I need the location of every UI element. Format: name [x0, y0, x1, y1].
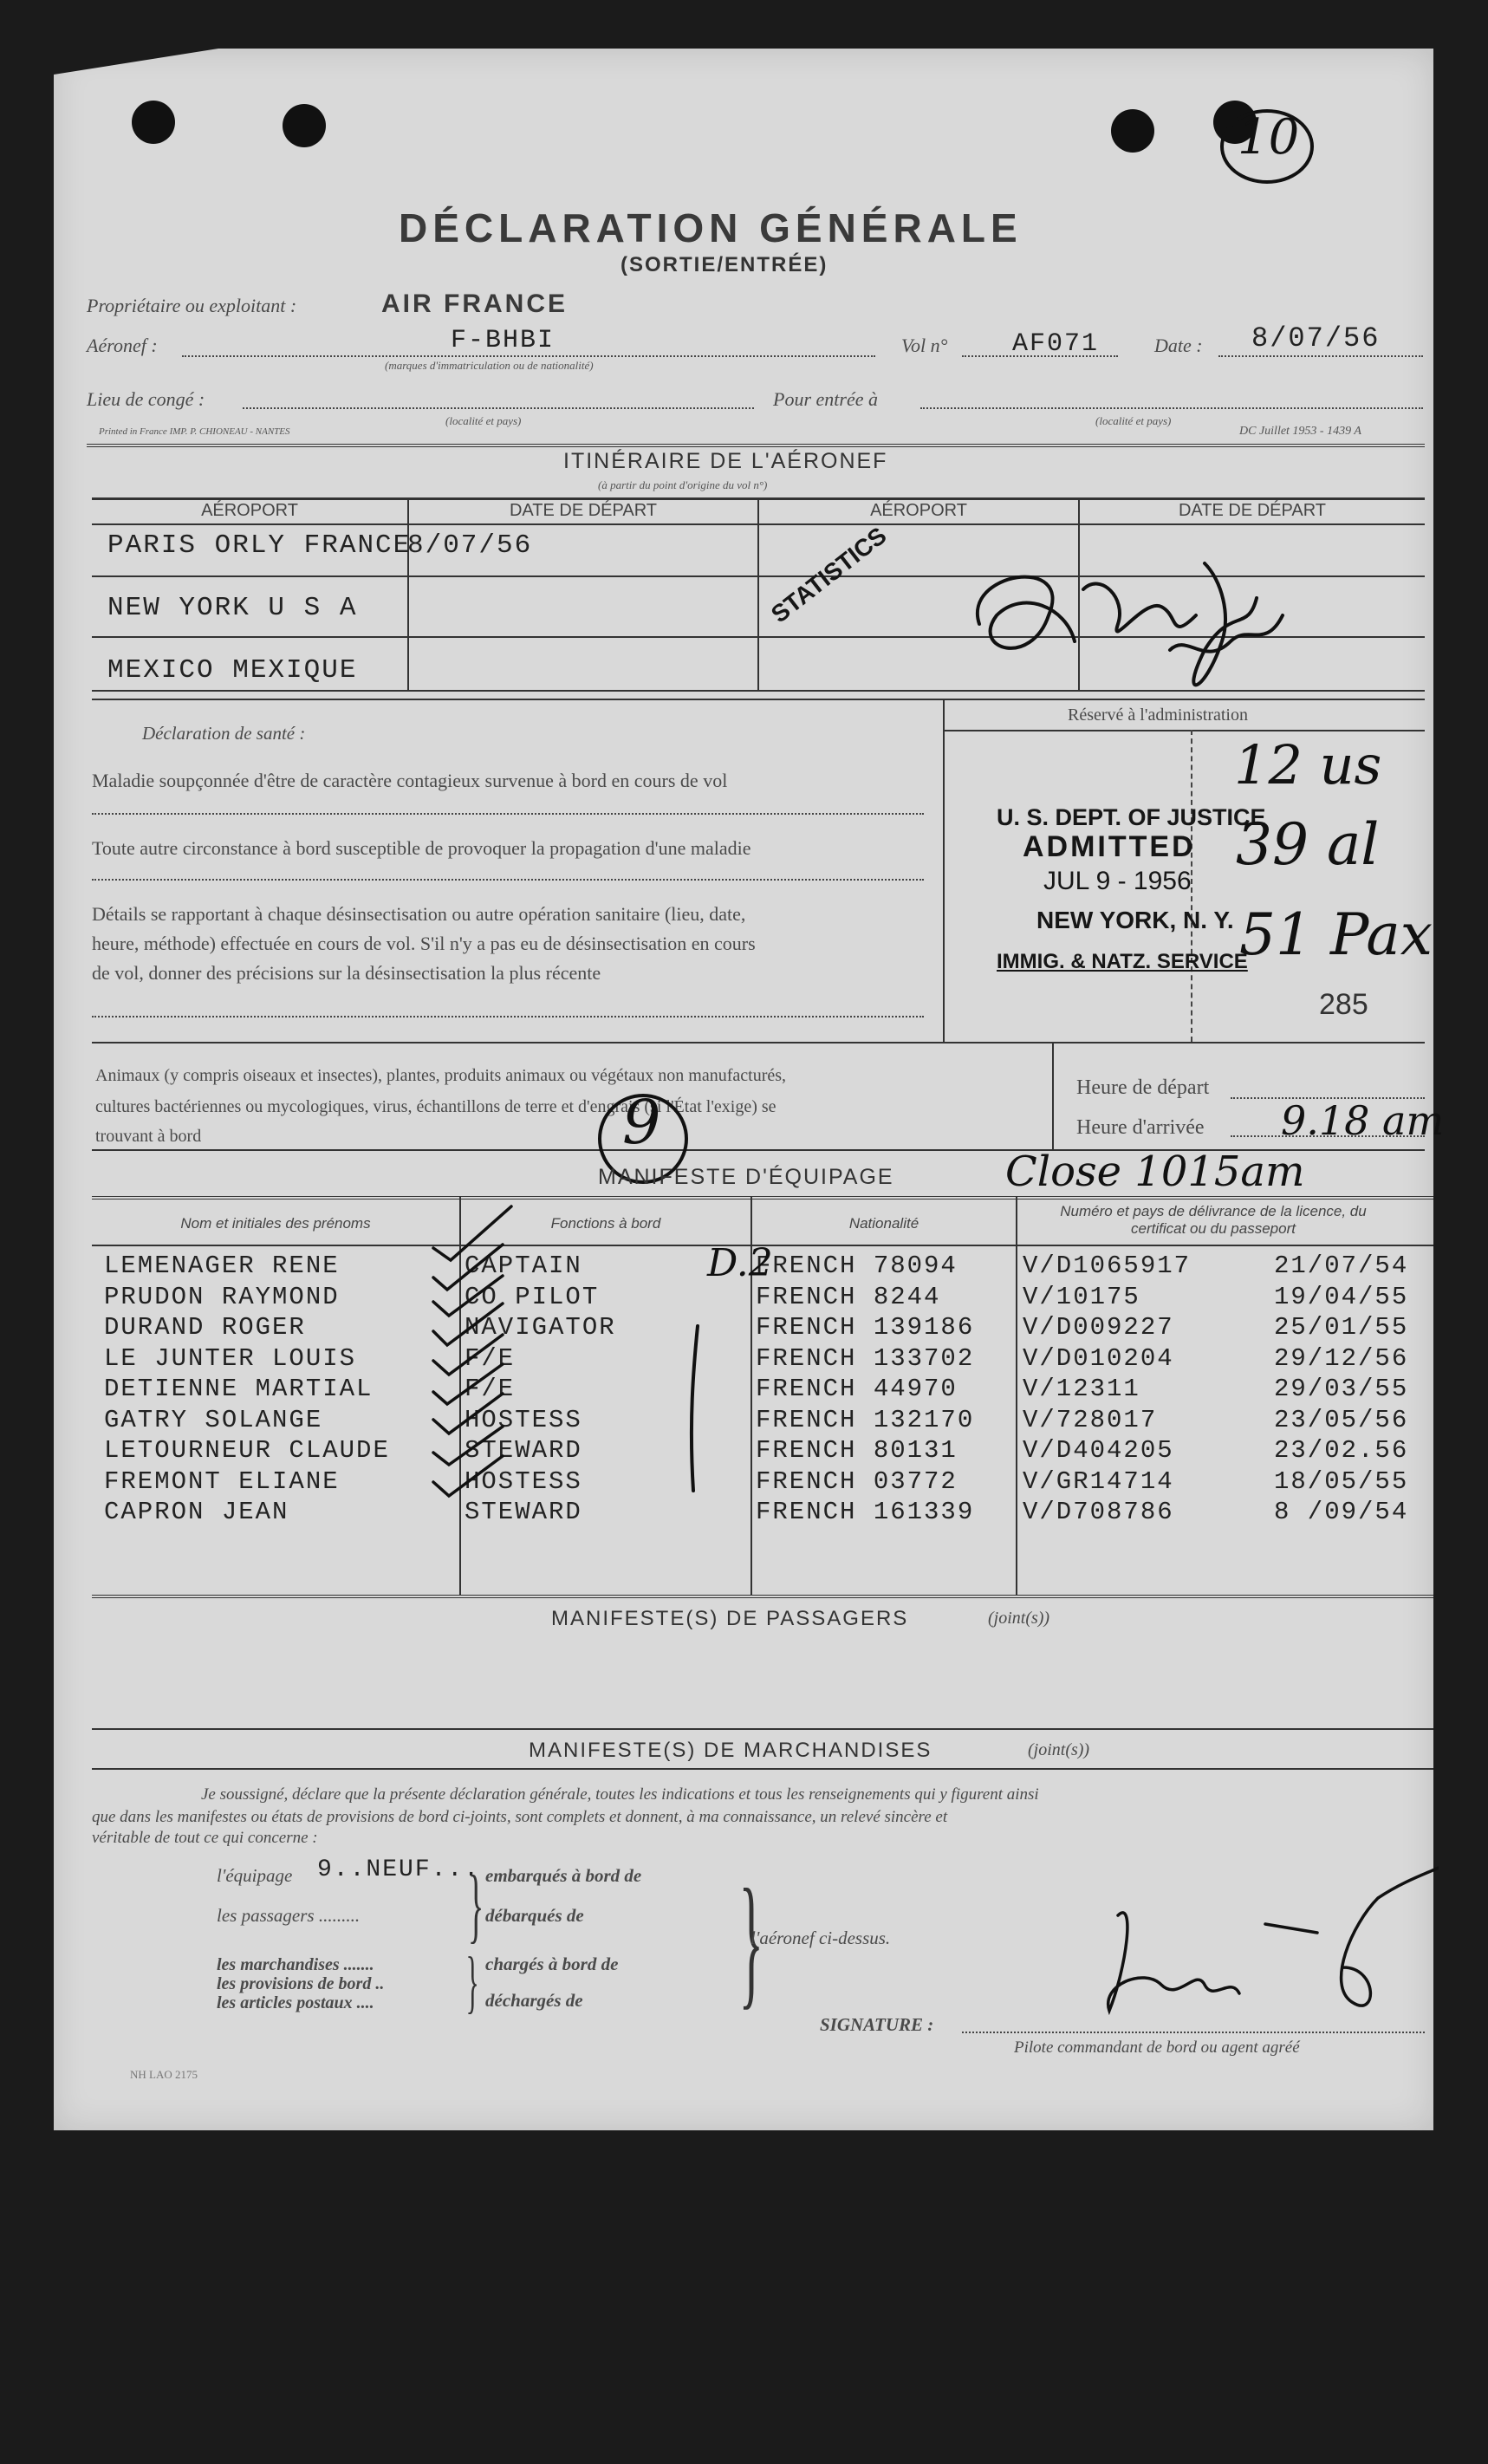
page-title: DÉCLARATION GÉNÉRALE: [399, 205, 1023, 250]
unloaded-label: déchargés de: [485, 1990, 583, 2011]
date-value: 8/07/56: [1251, 322, 1381, 354]
crew-count: 9: [622, 1087, 661, 1158]
crew-name: DETIENNE MARTIAL: [104, 1375, 374, 1403]
punch-hole: [283, 104, 326, 147]
crew-nationality: FRENCH 139186: [756, 1313, 975, 1342]
crew-name: LE JUNTER LOUIS: [104, 1343, 357, 1373]
crew-manifest-title: MANIFESTE D'ÉQUIPAGE: [598, 1165, 894, 1189]
handwritten-scribble: [945, 520, 1361, 728]
disembarked-label: débarqués de: [485, 1905, 584, 1926]
crew-col-role: Fonctions à bord: [550, 1215, 661, 1232]
admitted-stamp-line-2: ADMITTED: [1023, 830, 1196, 863]
punch-hole: [1111, 109, 1154, 153]
crew-nationality: FRENCH 80131: [756, 1436, 958, 1465]
crew-col-nationality: Nationalité: [848, 1215, 919, 1232]
departure-place-note: (localité et pays): [445, 414, 522, 427]
crew-licence: V/D009227: [1023, 1313, 1174, 1342]
itinerary-col-airport: AÉROPORT: [201, 501, 298, 520]
entry-place-note: (localité et pays): [1095, 414, 1172, 427]
passenger-manifest-note: (joint(s)): [988, 1609, 1050, 1628]
arrival-time-value: 9.18 am: [1281, 1097, 1445, 1144]
crew-count-value: 9..NEUF...: [317, 1856, 481, 1883]
mail-label: les articles postaux ....: [217, 1993, 374, 2012]
printer-note: Printed in France IMP. P. CHIONEAU - NANTES: [99, 426, 290, 437]
crew-count-label: l'équipage: [217, 1865, 293, 1886]
crew-close-note: Close 1015am: [1005, 1147, 1305, 1196]
flight-value: AF071: [1012, 329, 1100, 359]
page-number: 10: [1238, 109, 1300, 166]
crew-licence-date: 29/03/55: [1274, 1375, 1409, 1403]
punch-hole: [132, 101, 175, 144]
page-corner-fold: [54, 49, 218, 75]
cargo-manifest-title: MANIFESTE(S) DE MARCHANDISES: [529, 1739, 932, 1762]
health-line-propagation: Toute autre circonstance à bord susceptible de provoquer la propagation d'une maladie: [92, 837, 751, 859]
crew-licence-date: 21/07/54: [1274, 1252, 1409, 1280]
crew-licence-date: 8 /09/54: [1274, 1498, 1409, 1526]
crew-licence: V/12311: [1023, 1375, 1140, 1403]
pilot-signature: [1092, 1863, 1439, 2037]
crew-licence-date: 29/12/56: [1274, 1343, 1409, 1373]
departure-place-label: Lieu de congé :: [87, 388, 205, 410]
crew-licence-date: 23/05/56: [1274, 1405, 1409, 1434]
health-line-disinsect-a: Détails se rapportant à chaque désinsectisation ou autre opération sanitaire (lieu, date,: [92, 903, 746, 925]
crew-licence: V/10175: [1023, 1282, 1140, 1311]
admitted-stamp-line-1: U. S. DEPT. OF JUSTICE: [997, 804, 1266, 830]
admin-handwriting-1: 12 us: [1234, 733, 1382, 796]
admin-number: 285: [1319, 988, 1368, 1021]
page-subtitle: (SORTIE/ENTRÉE): [621, 253, 828, 276]
itinerary-note: (à partir du point d'origine du vol n°): [598, 478, 768, 491]
crew-handwritten-mark: D.2: [707, 1241, 773, 1285]
crew-licence-date: 18/05/55: [1274, 1466, 1409, 1496]
footer-code: NH LAO 2175: [130, 2068, 198, 2081]
itinerary-row-1-date: 8/07/56: [407, 530, 533, 561]
crew-name: CAPRON JEAN: [104, 1498, 289, 1526]
crew-nationality: FRENCH 133702: [756, 1343, 975, 1373]
animals-line-c: trouvant à bord: [95, 1127, 202, 1146]
passengers-label: les passagers .........: [217, 1905, 361, 1926]
crew-role: NAVIGATOR: [465, 1313, 616, 1342]
goods-label: les marchandises .......: [217, 1955, 374, 1974]
crew-licence-date: 23/02.56: [1274, 1436, 1409, 1465]
brace-right: }: [738, 1859, 764, 2022]
crew-role: F/E: [465, 1343, 516, 1373]
itinerary-col-departure-date-2: DATE DE DÉPART: [1178, 501, 1327, 520]
date-label: Date :: [1154, 335, 1203, 356]
crew-name: LEMENAGER RENE: [104, 1252, 340, 1280]
crew-role: HOSTESS: [465, 1405, 582, 1434]
declaration-text-c: véritable de tout ce qui concerne :: [92, 1829, 318, 1847]
owner-label: Propriétaire ou exploitant :: [87, 295, 297, 316]
crew-check-marks: [381, 1196, 745, 1525]
health-title: Déclaration de santé :: [142, 723, 306, 744]
animals-line-a: Animaux (y compris oiseaux et insectes), plantes, produits animaux ou végétaux non manufacturés,: [95, 1066, 787, 1085]
crew-col-licence: Numéro et pays de délivrance de la licence, du certificat ou du passeport: [1060, 1203, 1367, 1237]
crew-role: HOSTESS: [465, 1466, 582, 1496]
admitted-stamp-line-4: NEW YORK, N. Y.: [1036, 907, 1234, 933]
passenger-manifest-title: MANIFESTE(S) DE PASSAGERS: [551, 1607, 909, 1630]
aircraft-label: Aéronef :: [87, 335, 158, 356]
aircraft-note: (marques d'immatriculation ou de nationalité): [385, 359, 594, 372]
itinerary-col-airport-2: AÉROPORT: [870, 501, 967, 520]
crew-name: PRUDON RAYMOND: [104, 1282, 340, 1311]
itinerary-col-departure-date: DATE DE DÉPART: [509, 501, 658, 520]
crew-role: CO PILOT: [465, 1282, 600, 1311]
admin-handwriting-2: 39 al: [1236, 811, 1380, 878]
statistics-stamp: STATISTICS: [766, 521, 892, 628]
brace-left-2: }: [465, 1944, 479, 2020]
flight-label: Vol n°: [901, 335, 948, 356]
crew-name: DURAND ROGER: [104, 1313, 306, 1342]
form-reference: DC Juillet 1953 - 1439 A: [1239, 425, 1361, 438]
aircraft-reference: l'aéronef ci-dessus.: [750, 1928, 891, 1948]
itinerary-row-1-airport: PARIS ORLY FRANCE: [107, 530, 412, 561]
crew-licence: V/728017: [1023, 1405, 1158, 1434]
arrival-time-label: Heure d'arrivée: [1076, 1116, 1205, 1139]
declaration-text-b: que dans les manifestes ou états de provisions de bord ci-joints, sont complets et donnent, à ma connaissance, un relevé sincère et: [92, 1808, 948, 1826]
itinerary-row-2-airport: NEW YORK U S A: [107, 593, 358, 623]
declaration-text-a: Je soussigné, déclare que la présente déclaration générale, toutes les indications et tous les renseignements qui y figurent ainsi: [201, 1785, 1039, 1804]
crew-licence-date: 25/01/55: [1274, 1313, 1409, 1342]
crew-nationality: FRENCH 161339: [756, 1498, 975, 1526]
cargo-manifest-note: (joint(s)): [1028, 1740, 1090, 1759]
provisions-label: les provisions de bord ..: [217, 1974, 385, 1993]
crew-licence: V/D708786: [1023, 1498, 1174, 1526]
embarked-label: embarqués à bord de: [485, 1865, 642, 1886]
crew-licence: V/D010204: [1023, 1343, 1174, 1373]
crew-nationality: FRENCH 03772: [756, 1466, 958, 1496]
crew-name: GATRY SOLANGE: [104, 1405, 323, 1434]
crew-role: STEWARD: [465, 1436, 582, 1465]
aircraft-value: F-BHBI: [451, 326, 556, 355]
crew-nationality: FRENCH 8244: [756, 1282, 941, 1311]
animals-line-b: cultures bactériennes ou mycologiques, virus, échantillons de terre et d'engrais (si l'État l'exige) se: [95, 1097, 776, 1116]
owner-value: AIR FRANCE: [381, 289, 568, 318]
crew-role: CAPTAIN: [465, 1252, 582, 1280]
health-line-contagious: Maladie soupçonnée d'être de caractère contagieux survenue à bord en cours de vol: [92, 770, 728, 791]
crew-licence: V/GR14714: [1023, 1466, 1174, 1496]
entry-place-label: Pour entrée à: [773, 388, 878, 410]
departure-time-label: Heure de départ: [1076, 1076, 1210, 1099]
health-line-disinsect-c: de vol, donner des précisions sur la désinsectisation la plus récente: [92, 962, 601, 984]
admitted-stamp-line-3: JUL 9 - 1956: [1043, 867, 1192, 895]
signature-label: SIGNATURE :: [820, 2014, 934, 2035]
crew-col-name: Nom et initiales des prénoms: [180, 1215, 371, 1232]
admin-handwriting-3: 51 Pax: [1239, 901, 1433, 968]
health-line-disinsect-b: heure, méthode) effectuée en cours de vol. S'il n'y a pas eu de désinsectisation en cours: [92, 933, 756, 954]
itinerary-row-3-airport: MEXICO MEXIQUE: [107, 655, 358, 686]
crew-nationality: FRENCH 78094: [756, 1252, 958, 1280]
loaded-label: chargés à bord de: [485, 1954, 619, 1974]
crew-licence: V/D1065917: [1023, 1252, 1192, 1280]
crew-licence-date: 19/04/55: [1274, 1282, 1409, 1311]
admin-title: Réservé à l'administration: [1068, 705, 1248, 725]
brace-left: }: [467, 1858, 484, 1951]
crew-role: F/E: [465, 1375, 516, 1403]
crew-name: FREMONT ELIANE: [104, 1466, 340, 1496]
crew-nationality: FRENCH 44970: [756, 1375, 958, 1403]
crew-nationality: FRENCH 132170: [756, 1405, 975, 1434]
signer-role: Pilote commandant de bord ou agent agréé: [1014, 2038, 1300, 2057]
crew-name: LETOURNEUR CLAUDE: [104, 1436, 390, 1465]
itinerary-title: ITINÉRAIRE DE L'AÉRONEF: [563, 449, 888, 473]
crew-role: STEWARD: [465, 1498, 582, 1526]
admitted-stamp-line-5: IMMIG. & NATZ. SERVICE: [997, 950, 1248, 973]
crew-licence: V/D404205: [1023, 1436, 1174, 1465]
